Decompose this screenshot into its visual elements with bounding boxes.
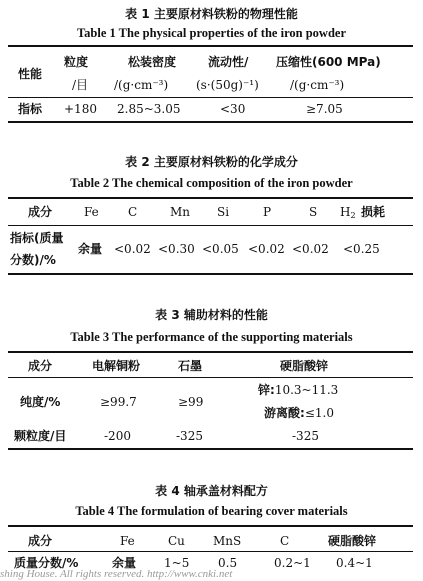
table2-row-label-line2: 分数)/% bbox=[10, 253, 56, 267]
table2-top-rule bbox=[8, 197, 413, 199]
table2-col-h2 bbox=[340, 204, 356, 224]
table3-caption-cn: 表 3 辅助材料的性能 bbox=[155, 308, 268, 322]
table4-col-zinc-stearate: 硬脂酸锌 bbox=[328, 534, 377, 548]
table4-cell: 1~5 bbox=[164, 556, 190, 570]
table1-cell: <30 bbox=[220, 102, 246, 116]
table2-col-mn: Mn bbox=[170, 205, 191, 219]
table2-cell: <0.05 bbox=[202, 242, 239, 256]
watermark-text: shing House. All rights reserved. http://www.cnki.net bbox=[0, 568, 233, 580]
table2-cell: <0.25 bbox=[343, 242, 380, 256]
table4-caption-cn: 表 4 轴承盖材料配方 bbox=[155, 484, 268, 498]
table3-bottom-rule bbox=[8, 448, 413, 450]
table1-col-compress-bot: /(g·cm⁻³) bbox=[290, 78, 345, 92]
table3-mid-rule bbox=[8, 377, 413, 378]
table1-col-flow-top: 流动性/ bbox=[208, 55, 249, 69]
table3-cell: -325 bbox=[176, 429, 203, 443]
table1-cell: ≥7.05 bbox=[306, 102, 343, 116]
table3-row-purity-label: 纯度/% bbox=[20, 395, 61, 409]
table3-col-graphite: 石墨 bbox=[178, 359, 203, 373]
table3-cell: ≥99.7 bbox=[100, 395, 137, 409]
table3-row-label-header: 成分 bbox=[28, 359, 53, 373]
table1-col-size-top: 粒度 bbox=[64, 55, 89, 69]
table2-cell: <0.02 bbox=[292, 242, 329, 256]
table2-col-si: Si bbox=[217, 205, 230, 219]
table1-row-label: 指标 bbox=[18, 102, 43, 116]
table4-caption-en: Table 4 The formulation of bearing cover materials bbox=[75, 504, 348, 518]
table2-col-h2-main: H bbox=[340, 205, 351, 219]
table3-zinc-value: 10.3~11.3 bbox=[274, 383, 339, 397]
table4-col-c: C bbox=[280, 534, 290, 548]
table2-cell: 余量 bbox=[78, 242, 103, 256]
table3-cell: -200 bbox=[104, 429, 131, 443]
table3-col-copper: 电解铜粉 bbox=[92, 359, 141, 373]
table1-col-density-top: 松装密度 bbox=[128, 55, 177, 69]
table4-row-label: 质量分数/% bbox=[14, 556, 79, 570]
table2-mid-rule bbox=[8, 225, 413, 226]
table2-cell: <0.02 bbox=[114, 242, 151, 256]
table3-caption-en: Table 3 The performance of the supporting materials bbox=[70, 330, 353, 344]
table2-caption-cn: 表 2 主要原材料铁粉的化学成分 bbox=[125, 155, 298, 169]
table2-col-loss: 损耗 bbox=[361, 205, 386, 219]
table4-col-cu: Cu bbox=[168, 534, 185, 548]
table2-bottom-rule bbox=[8, 273, 413, 275]
table3-cell: ≥99 bbox=[178, 395, 204, 409]
table2-cell: <0.02 bbox=[248, 242, 285, 256]
table1-caption-en: Table 1 The physical properties of the iron powder bbox=[76, 26, 346, 40]
table3-cell-zinc bbox=[258, 382, 338, 398]
table3-cell: -325 bbox=[292, 429, 319, 443]
table1-caption-cn: 表 1 主要原材料铁粉的物理性能 bbox=[125, 7, 298, 21]
table3-col-zinc-stearate: 硬脂酸锌 bbox=[280, 359, 329, 373]
table2-col-s: S bbox=[309, 205, 318, 219]
table4-cell: 0.2~1 bbox=[274, 556, 311, 570]
table3-top-rule bbox=[8, 351, 413, 353]
table4-top-rule bbox=[8, 525, 413, 527]
table2-col-p: P bbox=[263, 205, 272, 219]
table3-zinc-label: 锌: bbox=[258, 383, 275, 397]
table2-row-label-line1: 指标(质量 bbox=[10, 231, 64, 245]
table1-row-label-header: 性能 bbox=[18, 67, 43, 81]
table1-col-size-bot: /目 bbox=[72, 78, 89, 92]
table4-col-mns: MnS bbox=[213, 534, 242, 548]
table1-col-flow-bot: (s·(50g)⁻¹) bbox=[196, 78, 259, 92]
table4-cell: 0.5 bbox=[218, 556, 238, 570]
table3-free-acid-value: ≤1.0 bbox=[304, 406, 334, 420]
table1-top-rule bbox=[8, 45, 413, 47]
table3-cell-free-acid bbox=[264, 405, 334, 421]
table1-cell: +180 bbox=[64, 102, 97, 116]
table1-mid-rule bbox=[8, 97, 413, 98]
table1-bottom-rule bbox=[8, 121, 413, 123]
table4-col-fe: Fe bbox=[120, 534, 135, 548]
table4-row-label-header: 成分 bbox=[28, 534, 53, 548]
table2-col-h2-sub: 2 bbox=[350, 211, 356, 220]
table4-mid-rule bbox=[8, 551, 413, 552]
table1-col-density-bot: /(g·cm⁻³) bbox=[114, 78, 169, 92]
table4-cell: 0.4~1 bbox=[336, 556, 373, 570]
table3-free-acid-label: 游离酸: bbox=[264, 406, 305, 420]
table2-row-label-header: 成分 bbox=[28, 205, 53, 219]
table2-caption-en: Table 2 The chemical composition of the iron powder bbox=[70, 176, 353, 190]
table3-row-size-label: 颗粒度/目 bbox=[14, 429, 67, 443]
table1-cell: 2.85~3.05 bbox=[117, 102, 181, 116]
table2-col-fe: Fe bbox=[84, 205, 99, 219]
table2-col-c: C bbox=[128, 205, 138, 219]
table2-cell: <0.30 bbox=[158, 242, 195, 256]
table1-col-compress-top: 压缩性(600 MPa) bbox=[276, 55, 381, 69]
table4-cell: 余量 bbox=[112, 556, 137, 570]
